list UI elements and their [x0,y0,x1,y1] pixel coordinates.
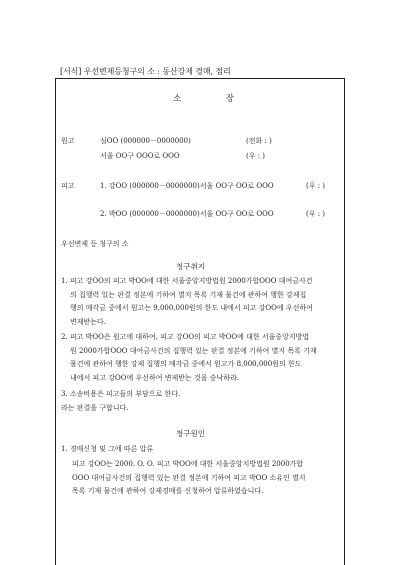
claim-purpose-line: 물건에 관하여 행한 강제 집행의 매각금 중에서 원고가 8,000,000원의 한도 [70,360,302,368]
defendant-1: 1. 강OO (000000－0000000)서울 OO구 OO로 OOO [100,182,274,190]
claim-purpose-line: 1. 피고 강OO의 피고 박OO에 대한 서울중앙지방법원 2000가합OOO 대여금사건 [61,277,313,285]
claim-purpose-line: 라는 판결을 구합니다. [61,403,129,412]
claim-purpose-line: 행의 매각금 중에서 원고는 9,000,000원의 한도 내에서 피고 강OO에 우선하여 [70,304,313,312]
plaintiff-phone: (전화 : ) [246,137,272,145]
plaintiff-label: 원고 [61,137,75,145]
claim-purpose-line: 변제받는다. [70,317,107,326]
title-char-jang: 장 [225,94,235,104]
claim-purpose-line: 2. 피고 박OO은 원고에 대하여, 피고 강OO의 피고 박OO에 대한 서울중앙지방법 [61,333,310,341]
defendant-1-postal: (우 : ) [306,182,326,190]
case-name: 우선변제 등 청구의 소 [61,240,129,248]
claim-cause-line: 목록 기재 물건에 관하여 강제경매를 신청하여 압류하였습니다. [72,487,264,495]
claim-cause-item-title: 1. 경매신청 및 그에 따른 압류 [61,445,154,453]
claim-purpose-line: 내에서 피고 강OO에 우선하여 변제받는 것을 승낙하라. [70,373,240,382]
claim-purpose-heading: 청구취지 [176,262,205,271]
claim-purpose-item-1 [61,275,313,329]
document-frame [55,78,345,565]
form-caption: [서식] 우선변제등청구의 소 : 동산강제 경매, 점리 [60,67,231,76]
claim-purpose-line: 의 집행력 있는 판결 정본에 기하여 별지 목록 기재 물건에 관하여 행한 강제집 [70,290,307,299]
claim-cause-body [72,458,306,499]
defendant-label: 피고 [61,182,75,190]
plaintiff-postal: (우 : ) [246,152,266,160]
claim-cause-heading: 청구원인 [176,429,205,438]
claim-cause-line: 피고 강OO는 2000. O. O. 피고 박OO에 대한 서울중앙지방법원 2000가합 [72,460,304,468]
plaintiff-address: 서울 OO구 OOO로 OOO [100,152,180,160]
claim-cause-line: OOO 대여금사건의 집행력 있는 판결 정본에 기하여 피고 박OO 소유인 별지 [72,473,306,482]
claim-purpose-line: 3. 소송비용은 피고들의 부담으로 한다. [61,390,181,398]
claim-purpose-line: 원 2000가합OOO 대여금사건의 집행력 있는 판결 정본에 기하여 별지 목록 기재 [70,346,317,355]
claim-purpose-item-3 [61,388,180,415]
document-title [173,95,234,104]
defendant-2-postal: (우 : ) [306,210,326,218]
title-char-so: 소 [173,94,182,104]
defendant-2: 2. 박OO (000000－0000000)서울 OO구 OO로 OOO [100,210,274,218]
plaintiff-name-id: 심OO (000000－0000000) [100,137,191,145]
claim-purpose-item-2 [61,331,317,385]
